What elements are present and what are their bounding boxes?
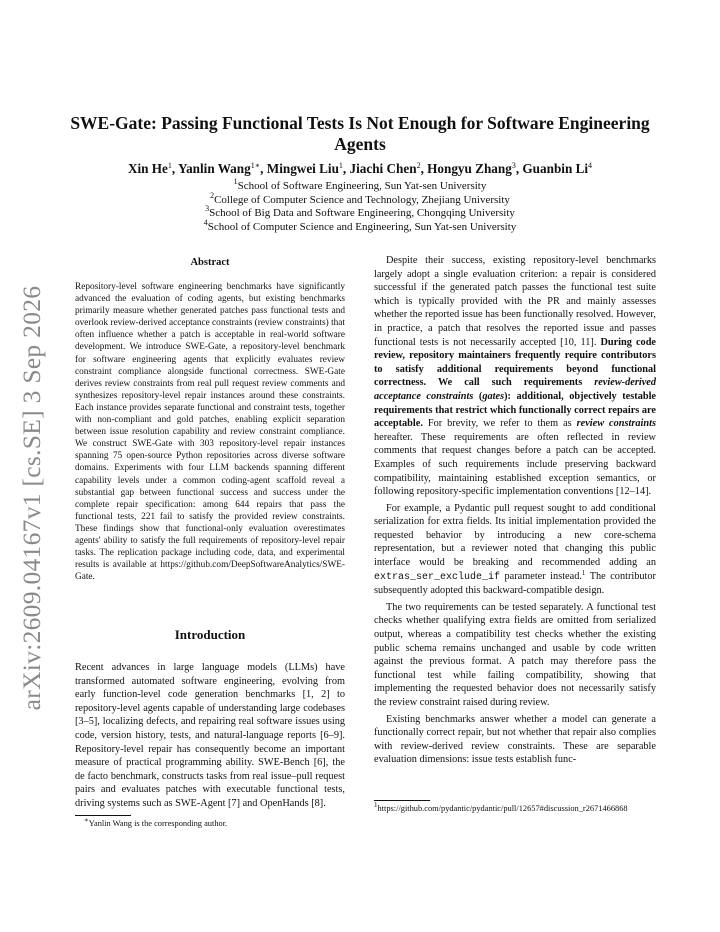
- author-name: Jiachi Chen: [349, 161, 417, 176]
- footnote-mark: ∗: [84, 816, 89, 824]
- inline-code: extras_ser_exclude_if: [374, 571, 501, 583]
- intro-paragraph: Recent advances in large language models (LLMs) have transformed automated software engineering, evolving from early function-level code generation benchmarks [1, 2] to repository-level agents capable of understanding large codebases [3–5], localizing defects, and repairing real software issues using code, version history, tests, and natural-language reports [6–9]. Repository-level repair has consequently become an important measure of practical programming ability. SWE-Bench [6], the de facto benchmark, constructs tasks from real issue–pull request pairs and evaluates patches with executable functional tests, driving systems such as SWE-Agent [7] and OpenHands [8].: [75, 662, 345, 809]
- footnote-ref[interactable]: 1: [581, 568, 586, 577]
- text-run: hereafter. These requirements are often reflected in review comments that request changes before a patch can be accepted. Examples of such requirements include preserving backward compatibility, maintaining established exception semantics, or following repository-specific implementation conventions [12–14].: [374, 431, 656, 498]
- footnote-text: Yanlin Wang is the corresponding author.: [88, 819, 228, 828]
- affiliation-mark: 1: [233, 177, 238, 186]
- arxiv-identifier: arXiv:2609.04167v1 [cs.SE] 3 Sep 2026: [17, 285, 46, 711]
- author-name: Guanbin Li: [522, 161, 589, 176]
- author-name: Xin He: [127, 161, 168, 176]
- author-name: Yanlin Wang: [178, 161, 251, 176]
- author-mark: 1∗: [250, 161, 261, 170]
- affiliation: [70, 177, 650, 194]
- footnote-corresponding-author: [84, 818, 344, 829]
- abstract-body: Repository-level software engineering benchmarks have significantly advanced the evaluation of coding agents, but existing benchmarks primarily measure whether generated patches pass functional tests and overlook review-derived acceptance constraints (review constraints) that often influence whether a patch is acceptable in real-world software development. We introduce SWE-Gate, a repository-level benchmark for software engineering agents that explicitly evaluates review constraint compliance alongside functional correctness. SWE-Gate derives review constraints from real pull request review comments and synthesizes repository-level repair instances around these constraints. Each instance provides separate functional and constraint tests, together with non-compliant and gold patches, enabling explicit separation between issue resolution capability and review constraint compliance. We construct SWE-Gate with 303 repository-level repair instances spanning 75 open-source Python repositories across diverse software domains. Experiments with four LLM backends spanning different capability levels under a common coding-agent scaffold reveal a substantial gap between functional success and success under the complete repair specification: among 644 repairs that pass the functional tests, 221 fail to satisfy the provided review constraints. These findings show that functional-only evaluation overestimates agents' ability to satisfy the full requirements of repository-level repair tasks. The replication package including code, data, and experimental results is available at https://github.com/DeepSoftwareAnalytics/SWE-Gate.: [75, 282, 346, 583]
- paragraph-example: [374, 502, 656, 598]
- affiliation-mark: 3: [205, 204, 210, 214]
- footnote-url[interactable]: https://github.com/pydantic/pydantic/pull/12657#discussion_r2671466868: [377, 804, 628, 813]
- affiliation-text: School of Computer Science and Engineering, Sun Yat-sen University: [207, 220, 517, 233]
- paper-title: SWE-Gate: Passing Functional Tests Is Not Enough for Software Engineering Agents: [70, 113, 650, 154]
- text-run-bold: (: [473, 390, 483, 402]
- author-mark: 2: [416, 161, 421, 170]
- affiliation-text: School of Software Engineering, Sun Yat-sen University: [237, 180, 487, 192]
- affiliation-mark: 4: [203, 217, 208, 227]
- affiliation-mark: 2: [210, 190, 215, 200]
- affiliation-list: [70, 177, 650, 234]
- author-mark: 1: [338, 161, 343, 170]
- text-run-bold: ): additional, objectively testable requirements that restrict which functionally correct repairs are acceptable.: [374, 390, 656, 430]
- paragraph-separate-tests: The two requirements can be tested separately. A functional test checks whether qualifying extra fields are omitted from serialized output, whereas a compatibility test checks whether the existing public schema remains unchanged and usable by code written against the previous format. A patch may therefore pass the functional test while failing compatibility, showing that implementing the requested behavior does not necessarily satisfy the review constraint raised during review.: [374, 601, 656, 708]
- text-run: For example, a Pydantic pull request sought to add conditional serialization for extra fields. Its initial implementation provided the requested behavior by introducing a new core-schema representation, but a reviewer noted that changing this public interface would be breaking and recommended adding an: [374, 502, 656, 569]
- right-column: [374, 254, 656, 770]
- paragraph-motivation: [374, 254, 656, 499]
- footnote-github-link: [374, 803, 656, 814]
- abstract-heading: Abstract: [190, 257, 230, 268]
- affiliation-text: College of Computer Science and Technology, Zhejiang University: [214, 193, 510, 206]
- author-name: Mingwei Liu: [266, 161, 339, 176]
- text-run: For brevity, we refer to them as: [422, 418, 577, 430]
- arxiv-side-stamp: [14, 268, 50, 728]
- text-run: Despite their success, existing repository-level benchmarks largely adopt a single evaluation criterion: a repair is considered successful if the generated patch passes the functional test suite which is typically provided with the PR and mainly assesses whether the reported issue has been functionally resolved. However, in practice, a patch that resolves the reported issue and passes functional tests is not necessarily accepted [10, 11].: [374, 255, 656, 348]
- term-gates: gates: [482, 390, 505, 402]
- footnote-mark: 1: [374, 801, 378, 809]
- author-mark: 3: [511, 161, 516, 170]
- text-run: parameter instead.: [500, 570, 582, 582]
- paragraph-existing-benchmarks: Existing benchmarks answer whether a model can generate a functionally correct repair, but not whether that repair also complies with review-derived review constraints. These are separable evaluation dimensions: issue tests establish func-: [374, 713, 656, 766]
- affiliation: [70, 217, 650, 235]
- section-heading-introduction: Introduction: [174, 627, 246, 642]
- author-name: Hongyu Zhang: [427, 161, 512, 176]
- affiliation: [70, 190, 650, 208]
- author-mark: 4: [588, 161, 593, 170]
- affiliation-text: School of Big Data and Software Engineering, Chongqing University: [209, 207, 515, 220]
- term-review-constraints: review constraints: [576, 418, 656, 430]
- author-mark: 1: [167, 161, 172, 170]
- footnote-rule: [374, 800, 430, 801]
- text-run-bold: During code review, repository maintainers frequently require contributors to satisfy additional requirements beyond functional correctness. We call such requirements: [374, 336, 656, 389]
- affiliation: [70, 204, 650, 221]
- author-list: Xin He$^1$, Yanlin Wang$^{1∗}$, Mingwei Liu$^1$, Jiachi Chen$^2$, Hongyu Zhang$^3$, Guanbin Li$^4$: [127, 161, 593, 176]
- term-review-derived-constraints: review-derived acceptance constraints: [374, 377, 656, 402]
- text-run: The contributor subsequently adopted this backward-compatible design.: [374, 570, 656, 597]
